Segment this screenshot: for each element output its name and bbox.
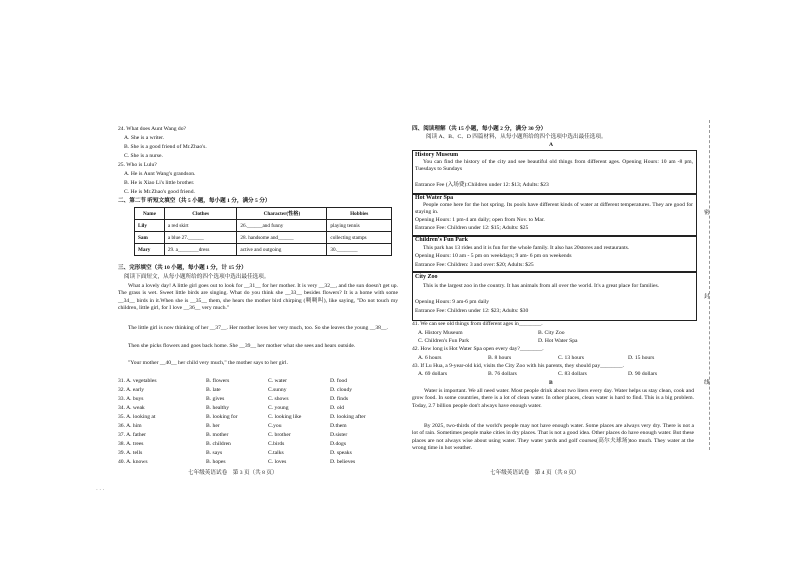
section-2-heading: 二、第二节 听短文填空（共 5 小题，每小题 1 分，满分 5 分） xyxy=(118,198,271,204)
cloze-option: C. brother xyxy=(268,432,291,438)
q41-option-a: A. History Museum xyxy=(418,330,463,336)
q42-option-d: D. 15 hours xyxy=(628,355,655,361)
table-cell: collecting stamps xyxy=(327,232,392,244)
cloze-option: B. her xyxy=(206,423,220,429)
cloze-option: D. speaks xyxy=(330,450,352,456)
seal-char: 封 xyxy=(704,294,710,300)
cloze-option: D. finds xyxy=(330,396,349,402)
cloze-option: D. food xyxy=(330,378,348,384)
cloze-option: 33. A. buys xyxy=(118,396,144,402)
cloze-option: B. says xyxy=(206,450,223,456)
table-row xyxy=(135,244,392,256)
cloze-option: C.sunny xyxy=(268,387,287,393)
cloze-option: 35. A. looking at xyxy=(118,414,156,420)
cloze-option: D. believes xyxy=(330,459,356,465)
section-3-instructions: 阅读下面短文，从每小题所给的四个选项中选出最佳选项。 xyxy=(124,274,270,280)
place-description: People come here for the hot spring. Its pools have different kinds of water at different temperatures. They are good for staying in. xyxy=(415,202,693,216)
right-page xyxy=(412,0,695,561)
table-header: Hobbies xyxy=(327,208,392,220)
table-cell: a blue 27.______ xyxy=(164,232,237,244)
cloze-option: D. cloudy xyxy=(330,387,353,393)
table-header: Name xyxy=(135,208,165,220)
q24-option-c: C. She is a nurse. xyxy=(124,153,163,159)
place-fee: Entrance Fee: Children under 12: $23; Adults: $30 xyxy=(415,308,529,314)
section-3-heading: 三、完形填空（共 10 小题，每小题 1 分，计 15 分） xyxy=(118,265,247,271)
q41-option-c: C. Children's Fun Park xyxy=(418,338,470,344)
q24-option-a: A. She is a writer. xyxy=(124,135,165,141)
place-fee: Entrance Fee: Children: 3 and over: $20; Adults: $25 xyxy=(415,262,534,268)
cloze-option: B. mother xyxy=(206,432,229,438)
section-4-heading: 四、阅读理解（共 15 小题，每小题 2 分，满分 30 分） xyxy=(412,126,547,132)
place-fee: Entrance Fee: Children under 12: $15; Adults: $25 xyxy=(415,225,529,231)
q43-stem: 43. If Lu Hua, a 9-year-old kid, visits the City Zoo with his parents, they should pay________. xyxy=(412,363,624,369)
q25-option-a: A. He is Aunt Wang's grandson. xyxy=(124,171,196,177)
place-hours: Opening Hours: 1 pm-4 am daily; open from Nov. to Mar. xyxy=(415,217,545,223)
seal-char: 线 xyxy=(704,380,710,386)
left-page xyxy=(96,0,400,561)
cloze-option: 32. A. early xyxy=(118,387,145,393)
cloze-option: 40. A. knows xyxy=(118,459,148,465)
q42-stem: 42. How long is Hot Water Spa open every day?________. xyxy=(412,346,544,352)
place-hot-water-spa xyxy=(412,193,697,237)
table-cell: a red skirt xyxy=(164,220,237,232)
cloze-option: C. young xyxy=(268,405,289,411)
cloze-option: D. old xyxy=(330,405,344,411)
q41-option-d: D. Hot Water Spa xyxy=(538,338,578,344)
q42-option-c: C. 13 hours xyxy=(558,355,584,361)
table-header: Clothes xyxy=(164,208,237,220)
q41-option-b: B. City Zoo xyxy=(538,330,565,336)
part-a-label: A xyxy=(549,142,554,148)
table-cell: 30.________ xyxy=(327,244,392,256)
q24-stem: 24. What does Aunt Wang do? xyxy=(118,126,187,132)
place-title: Hot Water Spa xyxy=(415,195,454,201)
listening-table xyxy=(134,207,392,256)
q43-option-b: B. 76 dollars xyxy=(488,371,517,377)
q24-option-b: B. She is a good friend of Mr.Zhao's. xyxy=(124,144,207,150)
place-title: History Museum xyxy=(415,152,459,158)
cloze-option: B. flowers xyxy=(206,378,230,384)
place-hours: Opening Hours: 10 am - 5 pm on weekdays; 9 am- 6 pm on weekends xyxy=(415,253,572,259)
table-cell: 26.______and funny xyxy=(237,220,327,232)
cloze-option: 34. A. weak xyxy=(118,405,145,411)
cloze-paragraph-2: The little girl is now thinking of her __37__. Her mother loves her very much, too. So she leaves the young __38__. xyxy=(128,325,388,331)
table-cell: Lily xyxy=(135,220,165,232)
table-cell: 29. a________dress xyxy=(164,244,237,256)
seal-char: 密 xyxy=(704,210,710,216)
cloze-option: D.sister xyxy=(330,432,348,438)
place-description: This park has 13 rides and it is fun for the whole family. It also has 20stores and restaurants. xyxy=(423,245,630,251)
cloze-option: 38. A. trees xyxy=(118,441,144,447)
place-childrens-fun-park xyxy=(412,235,697,273)
q25-option-b: B. He is Xiao Li's little brother. xyxy=(124,180,195,186)
place-description: This is the largest zoo in the country. It has animals from all over the world. It's a great place for families. xyxy=(423,283,660,289)
cloze-option: B. late xyxy=(206,387,221,393)
cloze-option: B. looking for xyxy=(206,414,238,420)
table-cell: Mary xyxy=(135,244,165,256)
passage-b-paragraph-1: Water is important. We all need water. Most people drink about two liters every day. Water helps us stay clean, cook and grow food. In some countries, there is a lot of clean water. In other places, clean water is hard to find. This is a big problem. Today, 2.7 billion people don't always have enough water. xyxy=(412,388,694,409)
passage-b-paragraph-2: By 2025, two-thirds of the world's people may not have enough water. Some places are always very dry. There is not a lot of rain. Sometimes people make cities in dry places. That is not a good idea. Other places do have enough water. But these places are not always wise about using water. They water yards and golf courses(高尔夫球场)too much. They water at the wrong time in hot weather. xyxy=(412,423,694,452)
q43-option-a: A. 69 dollars xyxy=(418,371,448,377)
table-cell: Sam xyxy=(135,232,165,244)
cloze-option: B. gives xyxy=(206,396,225,402)
place-fee: Entrance Fee (入场费):Children under 12: $13; Adults: $23 xyxy=(415,182,549,188)
table-row xyxy=(135,232,392,244)
cloze-option: 31. A. vegetables xyxy=(118,378,157,384)
q41-stem: 41. We can see old things from different ages in________. xyxy=(412,321,543,327)
q43-option-c: C. 83 dollars xyxy=(558,371,587,377)
place-history-museum xyxy=(412,150,697,195)
page-footer: 七年级英语试卷 第 3 页（共 8 页） xyxy=(188,470,278,476)
part-b-label: B xyxy=(549,380,553,386)
cloze-paragraph-3: Then she picks flowers and goes back home. She __39__ her mother what she sees and hears outside. xyxy=(128,343,356,349)
place-city-zoo xyxy=(412,271,697,321)
cloze-option: 39. A. tells xyxy=(118,450,143,456)
cloze-option: B. hopes xyxy=(206,459,226,465)
table-cell: playing tennis xyxy=(327,220,392,232)
seal-line xyxy=(709,120,710,450)
place-title: City Zoo xyxy=(415,274,438,280)
cloze-option: C.you xyxy=(268,423,282,429)
table-header: Character(性格) xyxy=(237,208,327,220)
cloze-paragraph-4: "Your mother __40__ her child very much," the mother says to her girl. xyxy=(128,360,288,366)
place-title: Children's Fun Park xyxy=(415,237,468,243)
cloze-paragraph-1: What a lovely day! A little girl goes out to look for __31__ for her mother. It is very __32__, and the sun doesn't get up. The grass is wet. Sweet little birds are singing. What do you think she __33__ besides flowers? It is a home with some __34__ birds in it.When she is __35__ them, she hears the mother bird chirping (啁啁叫), like saying, "Do not touch my children, little girl, for I love __36__ very much." xyxy=(118,283,398,312)
cloze-option: D.dogs xyxy=(330,441,347,447)
table-cell: active and outgoing xyxy=(237,244,327,256)
table-header-row xyxy=(135,208,392,220)
cloze-option: C. looking like xyxy=(268,414,302,420)
q43-option-d: D. 90 dollars xyxy=(628,371,658,377)
section-4-instructions: 阅读 A、B、C、D 四篇材料，从每小题所给的四个选项中选出最佳选项。 xyxy=(426,134,607,140)
cloze-option: D.them xyxy=(330,423,347,429)
place-description: You can find the history of the city and see beautiful old things from different ages. Opening Hours: 10 am -8 pm, Tuesdays to Sundays xyxy=(415,159,693,173)
cloze-option: B. children xyxy=(206,441,231,447)
q25-option-c: C. He is Mr.Zhao's good friend. xyxy=(124,189,195,195)
q42-option-b: B. 8 hours xyxy=(488,355,512,361)
place-hours: Opening Hours: 9 am-6 pm daily xyxy=(415,299,490,305)
q25-stem: 25. Who is Lulu? xyxy=(118,162,157,168)
cloze-option: C. shows xyxy=(268,396,289,402)
cloze-option: C.talks xyxy=(268,450,284,456)
cloze-option: C. loves xyxy=(268,459,287,465)
cloze-option: C.birds xyxy=(268,441,285,447)
cloze-option: C. water xyxy=(268,378,287,384)
cloze-option: B. healthy xyxy=(206,405,229,411)
corner-mark: · · · xyxy=(96,487,105,493)
q42-option-a: A. 6 hours xyxy=(418,355,442,361)
cloze-option: 36. A. him xyxy=(118,423,142,429)
cloze-option: 37. A. father xyxy=(118,432,146,438)
page-footer: 七年级英语试卷 第 4 页（共 8 页） xyxy=(490,470,580,476)
cloze-option: D. looking after xyxy=(330,414,366,420)
table-cell: 28. handsome and______ xyxy=(237,232,327,244)
table-row xyxy=(135,220,392,232)
